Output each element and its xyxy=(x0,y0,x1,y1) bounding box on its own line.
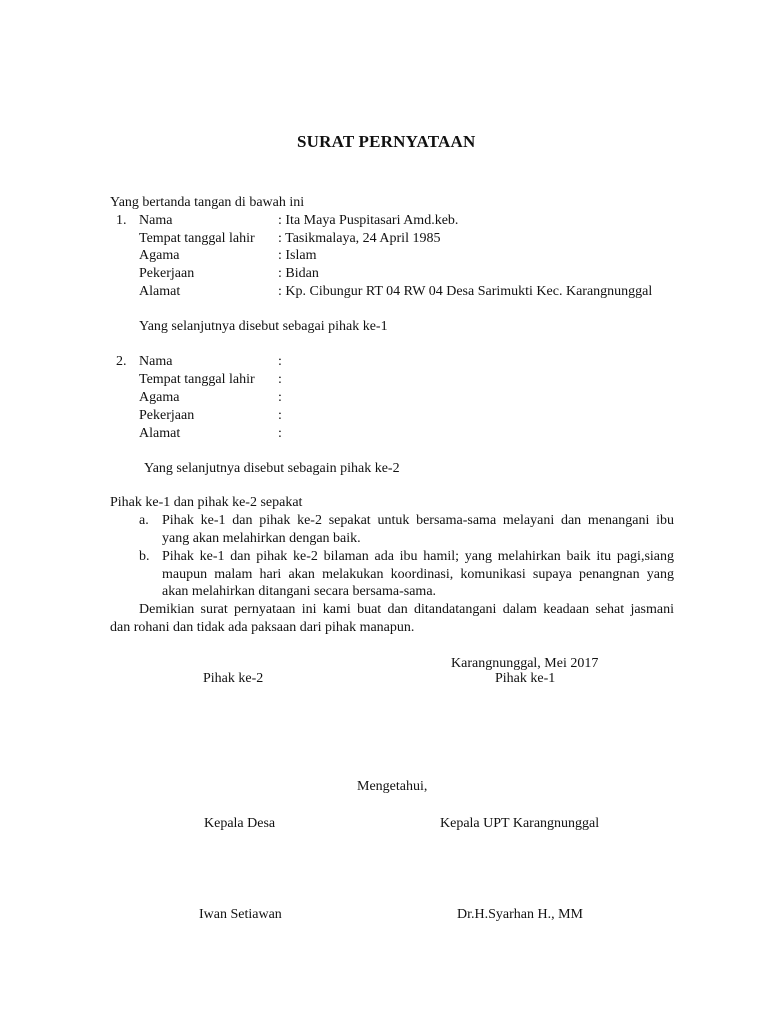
agreement-item-b-marker: b. xyxy=(139,549,150,564)
agreement-item-a-line1: Pihak ke-1 dan pihak ke-2 sepakat untuk bersama-sama melayani dan menangani ibu xyxy=(162,513,674,528)
acknowledged-label: Mengetahui, xyxy=(357,779,428,794)
upt-head-name: Dr.H.Syarhan H., MM xyxy=(457,907,583,922)
party2-number: 2. xyxy=(116,354,127,369)
party1-value-name: : Ita Maya Puspitasari Amd.keb. xyxy=(278,213,459,228)
party1-label-occupation: Pekerjaan xyxy=(139,266,195,281)
closing-line1: Demikian surat pernyataan ini kami buat dan ditandatangani dalam keadaan sehat jasmani xyxy=(139,602,674,617)
party2-label-occupation: Pekerjaan xyxy=(139,408,195,423)
party1-signature-label: Pihak ke-1 xyxy=(495,671,556,686)
agreement-item-b-line3: akan melahirkan ditangani secara bersama-sama. xyxy=(162,584,437,599)
party1-number: 1. xyxy=(116,213,127,228)
agreement-item-b-line2: maupun malam hari akan melakukan koordinasi, komunikasi supaya penangnan yang xyxy=(162,567,674,582)
party1-note: Yang selanjutnya disebut sebagai pihak ke-1 xyxy=(139,319,388,334)
agreement-intro: Pihak ke-1 dan pihak ke-2 sepakat xyxy=(110,495,303,510)
party1-value-occupation: : Bidan xyxy=(278,266,319,281)
party1-label-name: Nama xyxy=(139,213,173,228)
page-title: SURAT PERNYATAAN xyxy=(297,132,476,151)
intro-text: Yang bertanda tangan di bawah ini xyxy=(110,195,305,210)
agreement-item-a-marker: a. xyxy=(139,513,149,528)
place-date: Karangnunggal, Mei 2017 xyxy=(451,656,599,671)
upt-head-title: Kepala UPT Karangnunggal xyxy=(440,816,600,831)
party2-label-address: Alamat xyxy=(139,426,181,441)
party1-value-birth: : Tasikmalaya, 24 April 1985 xyxy=(278,231,441,246)
party1-value-address: : Kp. Cibungur RT 04 RW 04 Desa Sarimukti Kec. Karangnunggal xyxy=(278,284,653,299)
party2-label-religion: Agama xyxy=(139,390,180,405)
agreement-item-b-line1: Pihak ke-1 dan pihak ke-2 bilaman ada ibu hamil; yang melahirkan baik itu pagi,siang xyxy=(162,549,674,564)
party2-value-address: : xyxy=(278,426,282,441)
party2-signature-label: Pihak ke-2 xyxy=(203,671,264,686)
party2-value-religion: : xyxy=(278,390,282,405)
village-head-title: Kepala Desa xyxy=(204,816,276,831)
party1-value-religion: : Islam xyxy=(278,248,317,263)
closing-line2: dan rohani dan tidak ada paksaan dari pihak manapun. xyxy=(110,620,415,635)
party2-note: Yang selanjutnya disebut sebagain pihak ke-2 xyxy=(144,461,400,476)
agreement-item-a-line2: yang akan melahirkan dengan baik. xyxy=(162,531,361,546)
party1-label-birth: Tempat tanggal lahir xyxy=(139,231,255,246)
party1-label-religion: Agama xyxy=(139,248,180,263)
village-head-name: Iwan Setiawan xyxy=(199,907,282,922)
party2-value-name: : xyxy=(278,354,282,369)
party1-label-address: Alamat xyxy=(139,284,181,299)
party2-label-name: Nama xyxy=(139,354,173,369)
party2-value-birth: : xyxy=(278,372,282,387)
party2-label-birth: Tempat tanggal lahir xyxy=(139,372,255,387)
party2-value-occupation: : xyxy=(278,408,282,423)
